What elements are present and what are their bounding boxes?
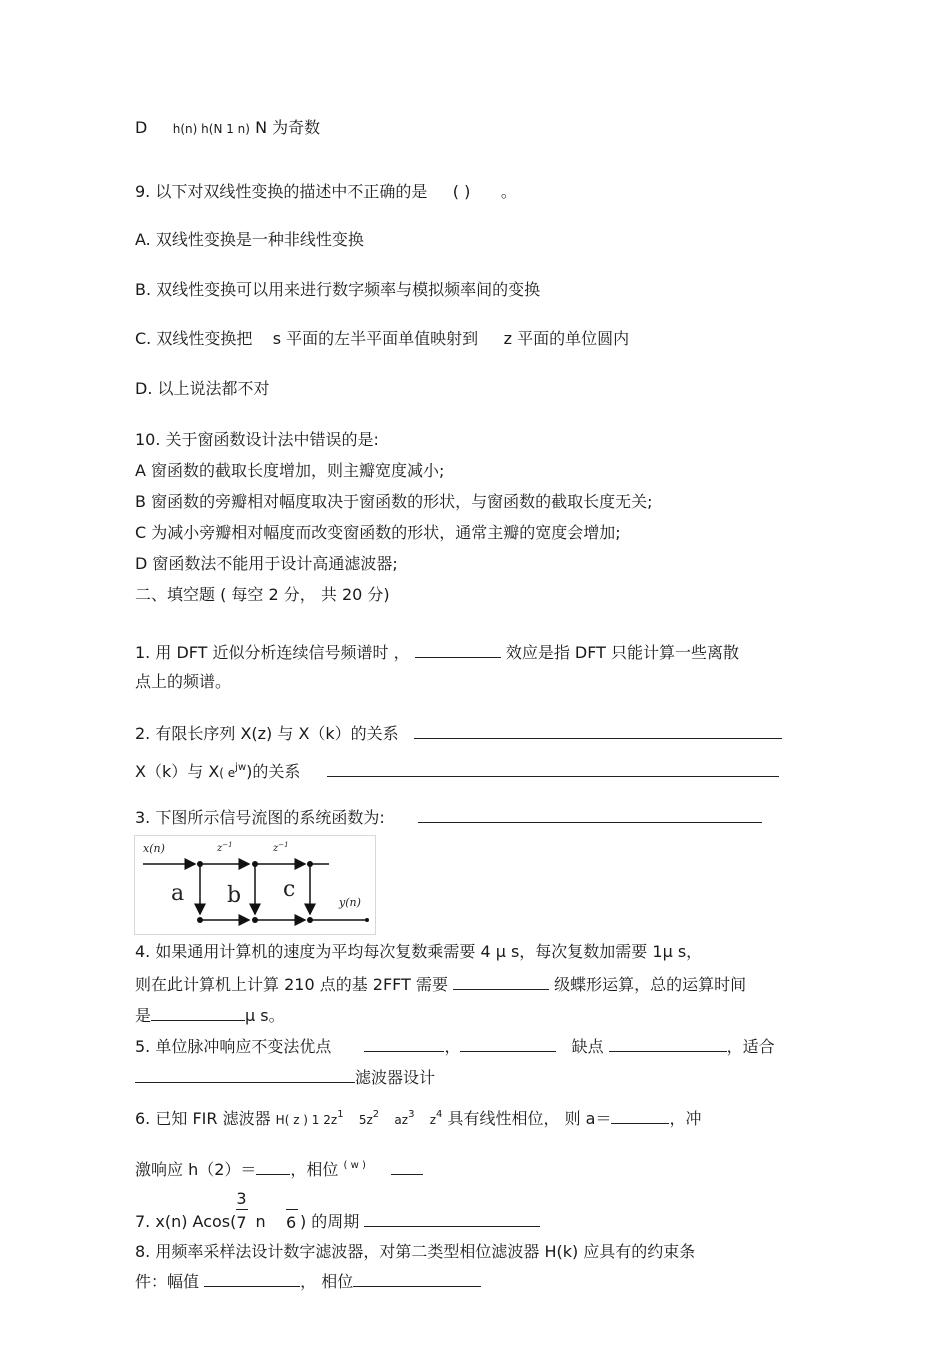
delay-label-1: $z^{-1}$: [217, 841, 233, 854]
answer-blank[interactable]: [415, 641, 501, 658]
signal-flow-graph: [134, 835, 376, 935]
answer-blank[interactable]: [453, 973, 549, 990]
answer-blank[interactable]: [151, 1004, 245, 1021]
z-symbol: z: [503, 329, 512, 348]
term-2: 5z: [358, 1113, 373, 1127]
fill-4-line3-pre: 是: [135, 1006, 152, 1025]
fill-6-line2-pre: 激响应 h（2）＝: [135, 1160, 257, 1179]
coef-c-label: c: [283, 877, 296, 902]
denominator-2: 6: [285, 1213, 297, 1232]
answer-blank[interactable]: [353, 1270, 481, 1287]
fill-5-post: ，适合: [726, 1037, 775, 1056]
coef-b-label: b: [227, 883, 242, 908]
fill-4-line2-post: 级蝶形运算，总的运算时间: [554, 975, 747, 994]
fill-3: [135, 806, 762, 828]
fill-6: [135, 1107, 701, 1130]
output-label: y(n): [339, 896, 361, 909]
delay-label-2: $z^{-1}$: [273, 841, 289, 854]
fill-1-pre: 1. 用 DFT 近似分析连续信号频谱时 ，: [135, 643, 410, 662]
answer-blank[interactable]: [391, 1158, 423, 1175]
n-variable: N: [255, 118, 268, 137]
fill-1: [135, 641, 739, 663]
fill-7-pre: 7. x(n) Acos(: [135, 1212, 237, 1231]
fill-6-post: 具有线性相位， 则 a＝: [447, 1109, 612, 1128]
exp-2: 2: [372, 1109, 380, 1120]
answer-blank[interactable]: [609, 1035, 727, 1052]
fill-2-line2-post: )的关系: [246, 762, 301, 781]
exp-1: 1: [337, 1109, 344, 1120]
answer-paren: ( ): [452, 182, 471, 201]
transfer-function: H( z ) 1 2z: [275, 1113, 338, 1127]
option-c-mid: 平面的左半平面单值映射到: [286, 329, 479, 348]
fill-5-pre: 5. 单位脉冲响应不变法优点: [135, 1037, 332, 1056]
answer-blank[interactable]: [414, 722, 782, 739]
answer-blank[interactable]: [418, 806, 762, 823]
fill-2: [135, 722, 782, 744]
node: [197, 917, 203, 923]
node: [252, 917, 258, 923]
fill-4-line2-pre: 则在此计算机上计算 210 点的基 2FFT 需要: [135, 975, 448, 994]
expression: h(n) h(N 1 n): [172, 122, 250, 136]
fill-5-line2-post: 滤波器设计: [355, 1068, 436, 1087]
q9-option-a: A. 双线性变换是一种非线性变换: [135, 230, 364, 249]
section-title: 二、填空题 ( 每空 2 分， 共 20 分): [135, 585, 390, 604]
fill-7-post: ) 的周期: [299, 1212, 360, 1231]
numerator: 3: [236, 1189, 247, 1208]
paren-e: ( e: [219, 766, 236, 780]
fill-1-line2: 点上的频谱。: [135, 672, 232, 691]
q9-stem: [135, 182, 517, 202]
option-c-post: 平面的单位圆内: [517, 329, 630, 348]
fill-2-line2: [135, 760, 779, 783]
answer-blank[interactable]: [611, 1107, 669, 1124]
fill-4-line3: [135, 1004, 285, 1026]
fill-7: [135, 1189, 540, 1232]
q10-option-a: A 窗函数的截取长度增加，则主瓣宽度减小;: [135, 461, 445, 480]
comma: ，: [444, 1037, 461, 1056]
fill-7-n: n: [255, 1212, 266, 1231]
s-symbol: s: [272, 329, 282, 348]
exp-3: 3: [408, 1109, 415, 1120]
fill-2-line2-pre: X（k）与 X: [135, 762, 220, 781]
option-c-pre: C. 双线性变换把: [135, 329, 253, 348]
q9-option-c: [135, 329, 629, 349]
node: [197, 861, 203, 867]
fill-6-post2: ，冲: [669, 1109, 702, 1128]
exponent: jw: [235, 762, 247, 773]
answer-blank[interactable]: [327, 760, 779, 777]
fill-8-line1: 8. 用频率采样法设计数字滤波器，对第二类型相位滤波器 H(k) 应具有的约束条: [135, 1242, 696, 1261]
phase-arg: ( w ): [343, 1160, 366, 1171]
condition: 为奇数: [272, 118, 321, 137]
q10-stem: 10. 关于窗函数设计法中错误的是:: [135, 430, 379, 449]
period: 。: [500, 182, 517, 201]
node: [252, 861, 258, 867]
fill-8-line2: [135, 1270, 481, 1292]
term-4: z: [429, 1113, 437, 1127]
q8-option-d: [135, 118, 320, 139]
q9-stem-text: 9. 以下对双线性变换的描述中不正确的是: [135, 182, 428, 201]
fill-6-line2: [135, 1158, 423, 1180]
fill-8-line2-mid: ， 相位: [300, 1272, 354, 1291]
fill-4-line3-post: μ s。: [245, 1006, 285, 1025]
answer-blank[interactable]: [364, 1210, 540, 1227]
answer-blank[interactable]: [256, 1158, 290, 1175]
q9-option-d: D. 以上说法都不对: [135, 379, 270, 398]
option-label: D: [135, 118, 148, 137]
fill-8-line2-pre: 件：幅值: [135, 1272, 200, 1291]
fill-6-pre: 6. 已知 FIR 滤波器: [135, 1109, 271, 1128]
fill-5-mid: 缺点: [571, 1037, 604, 1056]
answer-blank[interactable]: [135, 1066, 355, 1083]
q10-option-d: D 窗函数法不能用于设计高通滤波器;: [135, 554, 398, 573]
exp-4: 4: [436, 1109, 443, 1120]
node: [365, 918, 369, 922]
answer-blank[interactable]: [204, 1270, 300, 1287]
q9-option-b: B. 双线性变换可以用来进行数字频率与模拟频率间的变换: [135, 280, 541, 299]
node: [307, 917, 313, 923]
input-label: x(n): [143, 842, 165, 855]
fraction-2: [285, 1207, 300, 1232]
q10-option-b: B 窗函数的旁瓣相对幅度取决于窗函数的形状，与窗函数的截取长度无关;: [135, 492, 653, 511]
fill-4-line2: [135, 973, 746, 995]
fill-6-line2-mid: ，相位: [290, 1160, 339, 1179]
term-3: az: [394, 1113, 409, 1127]
fraction: [236, 1189, 250, 1232]
answer-blank[interactable]: [460, 1035, 556, 1052]
denominator: 7: [236, 1213, 247, 1232]
fill-1-post: 效应是指 DFT 只能计算一些离散: [505, 643, 740, 662]
fill-5-line2: [135, 1066, 435, 1088]
fill-3-text: 3. 下图所示信号流图的系统函数为:: [135, 808, 385, 827]
answer-blank[interactable]: [364, 1035, 444, 1052]
fill-2-line1: 2. 有限长序列 X(z) 与 X（k）的关系: [135, 724, 399, 743]
q10-option-c: C 为减小旁瓣相对幅度而改变窗函数的形状，通常主瓣的宽度会增加;: [135, 523, 621, 542]
node: [307, 861, 313, 867]
fill-5: [135, 1035, 775, 1057]
coef-a-label: a: [171, 881, 185, 906]
fill-4-line1: 4. 如果通用计算机的速度为平均每次复数乘需要 4 μ s，每次复数加需要 1μ s，: [135, 942, 703, 961]
